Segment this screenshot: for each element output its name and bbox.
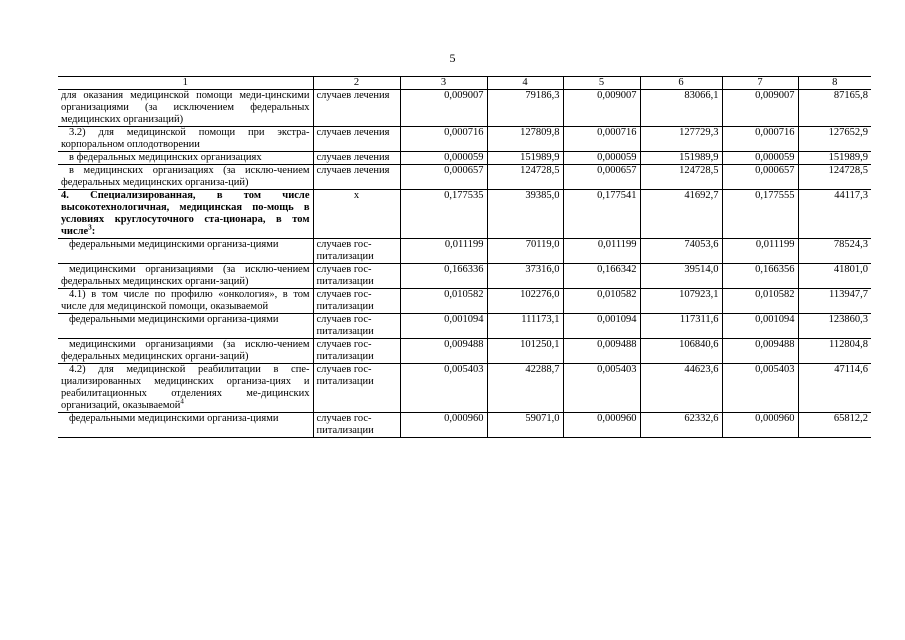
row-value-col-5: 0,009007 <box>563 90 640 127</box>
row-label <box>58 364 313 413</box>
row-value-col-3: 0,000657 <box>400 165 487 190</box>
row-unit: случаев лечения <box>313 165 400 190</box>
row-value-col-4: 39385,0 <box>487 190 563 239</box>
row-value-col-6: 39514,0 <box>640 264 722 289</box>
row-label-text: 4. Специализированная, в том числе высокотехнологичная, медицинская по-мощь в условиях круглосуточного ста-ционара, в том числе <box>61 190 310 237</box>
row-value-col-8: 123860,3 <box>798 314 871 339</box>
row-value-col-7: 0,000716 <box>722 127 798 152</box>
row-value-col-7: 0,005403 <box>722 364 798 413</box>
row-value-col-3: 0,009488 <box>400 339 487 364</box>
row-label-text: медицинскими организациями (за исклю-чением федеральных медицинских органи-заций) <box>61 264 310 287</box>
column-header-7: 7 <box>722 77 798 90</box>
row-label <box>58 314 313 339</box>
row-label <box>58 339 313 364</box>
row-label-text: в федеральных медицинских организациях <box>69 152 262 163</box>
row-unit: х <box>313 190 400 239</box>
row-value-col-3: 0,166336 <box>400 264 487 289</box>
row-value-col-5: 0,000657 <box>563 165 640 190</box>
row-value-col-5: 0,011199 <box>563 239 640 264</box>
row-value-col-7: 0,001094 <box>722 314 798 339</box>
row-label <box>58 289 313 314</box>
row-value-col-7: 0,009007 <box>722 90 798 127</box>
table-row <box>58 289 871 314</box>
row-value-col-4: 79186,3 <box>487 90 563 127</box>
footnote-mark: 4 <box>180 397 184 406</box>
row-value-col-7: 0,166356 <box>722 264 798 289</box>
data-table <box>58 76 871 438</box>
row-unit: случаев гос-питализации <box>313 239 400 264</box>
column-header-8: 8 <box>798 77 871 90</box>
row-value-col-5: 0,010582 <box>563 289 640 314</box>
row-value-col-4: 42288,7 <box>487 364 563 413</box>
column-header-2: 2 <box>313 77 400 90</box>
row-value-col-6: 41692,7 <box>640 190 722 239</box>
row-value-col-8: 112804,8 <box>798 339 871 364</box>
row-unit: случаев гос-питализации <box>313 339 400 364</box>
row-value-col-8: 124728,5 <box>798 165 871 190</box>
row-value-col-4: 70119,0 <box>487 239 563 264</box>
row-label <box>58 239 313 264</box>
row-label-text: 4.2) для медицинской реабилитации в спе-циализированных медицинских организа-циях и реабилитационных отделениях ме-дицинских организаций, оказываемой <box>61 364 310 411</box>
row-value-col-3: 0,010582 <box>400 289 487 314</box>
row-unit: случаев гос-питализации <box>313 289 400 314</box>
row-value-col-6: 127729,3 <box>640 127 722 152</box>
table-row <box>58 127 871 152</box>
row-value-col-5: 0,000059 <box>563 152 640 165</box>
row-value-col-8: 44117,3 <box>798 190 871 239</box>
row-label-text: 4.1) в том числе по профилю «онкология», в том числе для медицинской помощи, оказываемой <box>61 289 310 312</box>
row-label-text: федеральными медицинскими организа-циями <box>69 314 279 325</box>
row-value-col-7: 0,000059 <box>722 152 798 165</box>
row-unit: случаев лечения <box>313 127 400 152</box>
page-number: 5 <box>449 51 456 65</box>
row-value-col-6: 117311,6 <box>640 314 722 339</box>
row-label-text: в медицинских организациях (за исклю-чением федеральных медицинских организа-ций) <box>61 165 310 188</box>
table-row <box>58 239 871 264</box>
row-value-col-3: 0,000059 <box>400 152 487 165</box>
row-unit: случаев гос-питализации <box>313 264 400 289</box>
table-row <box>58 413 871 438</box>
table-row <box>58 152 871 165</box>
row-value-col-8: 151989,9 <box>798 152 871 165</box>
table-row <box>58 264 871 289</box>
column-header-5: 5 <box>563 77 640 90</box>
row-value-col-8: 65812,2 <box>798 413 871 438</box>
row-value-col-7: 0,010582 <box>722 289 798 314</box>
row-label <box>58 165 313 190</box>
table-row <box>58 190 871 239</box>
row-value-col-7: 0,009488 <box>722 339 798 364</box>
row-unit: случаев гос-питализации <box>313 314 400 339</box>
column-header-1: 1 <box>58 77 313 90</box>
row-value-col-6: 124728,5 <box>640 165 722 190</box>
row-label <box>58 190 313 239</box>
row-value-col-3: 0,001094 <box>400 314 487 339</box>
row-label <box>58 127 313 152</box>
table-row <box>58 165 871 190</box>
row-value-col-6: 106840,6 <box>640 339 722 364</box>
row-value-col-8: 113947,7 <box>798 289 871 314</box>
row-label-text: медицинскими организациями (за исклю-чением федеральных медицинских органи-заций) <box>61 339 310 362</box>
row-value-col-8: 87165,8 <box>798 90 871 127</box>
row-value-col-4: 124728,5 <box>487 165 563 190</box>
footnote-mark: 3 <box>88 223 92 232</box>
row-value-col-6: 74053,6 <box>640 239 722 264</box>
table-row <box>58 90 871 127</box>
table-row <box>58 314 871 339</box>
row-unit: случаев лечения <box>313 152 400 165</box>
table-body <box>58 90 871 438</box>
column-header-6: 6 <box>640 77 722 90</box>
row-value-col-3: 0,000960 <box>400 413 487 438</box>
row-value-col-7: 0,000657 <box>722 165 798 190</box>
row-value-col-5: 0,000716 <box>563 127 640 152</box>
row-value-col-6: 83066,1 <box>640 90 722 127</box>
row-value-col-3: 0,005403 <box>400 364 487 413</box>
row-value-col-8: 127652,9 <box>798 127 871 152</box>
table-row <box>58 339 871 364</box>
row-unit: случаев гос-питализации <box>313 413 400 438</box>
row-value-col-4: 102276,0 <box>487 289 563 314</box>
row-value-col-4: 111173,1 <box>487 314 563 339</box>
row-value-col-7: 0,000960 <box>722 413 798 438</box>
row-value-col-3: 0,177535 <box>400 190 487 239</box>
row-value-col-5: 0,009488 <box>563 339 640 364</box>
row-value-col-4: 37316,0 <box>487 264 563 289</box>
row-label-text: для оказания медицинской помощи меди-цинскими организациями (за исключением федеральных медицинских организаций) <box>61 90 310 125</box>
row-value-col-7: 0,011199 <box>722 239 798 264</box>
row-label-text: 3.2) для медицинской помощи при экстра-корпоральном оплодотворении <box>61 127 310 150</box>
row-value-col-6: 62332,6 <box>640 413 722 438</box>
table-row <box>58 364 871 413</box>
row-label-text: федеральными медицинскими организа-циями <box>69 239 279 250</box>
row-value-col-4: 151989,9 <box>487 152 563 165</box>
row-value-col-4: 59071,0 <box>487 413 563 438</box>
column-header-3: 3 <box>400 77 487 90</box>
row-label <box>58 264 313 289</box>
row-value-col-5: 0,001094 <box>563 314 640 339</box>
row-value-col-8: 47114,6 <box>798 364 871 413</box>
row-label-text: федеральными медицинскими организа-циями <box>69 413 279 424</box>
row-value-col-5: 0,166342 <box>563 264 640 289</box>
row-value-col-5: 0,005403 <box>563 364 640 413</box>
row-unit: случаев гос-питализации <box>313 364 400 413</box>
row-value-col-5: 0,000960 <box>563 413 640 438</box>
row-value-col-3: 0,009007 <box>400 90 487 127</box>
row-value-col-8: 78524,3 <box>798 239 871 264</box>
row-label <box>58 413 313 438</box>
row-label-tail: : <box>91 226 96 237</box>
row-value-col-7: 0,177555 <box>722 190 798 239</box>
row-unit: случаев лечения <box>313 90 400 127</box>
column-header-4: 4 <box>487 77 563 90</box>
row-value-col-4: 127809,8 <box>487 127 563 152</box>
row-value-col-8: 41801,0 <box>798 264 871 289</box>
row-value-col-6: 151989,9 <box>640 152 722 165</box>
row-value-col-3: 0,000716 <box>400 127 487 152</box>
row-value-col-3: 0,011199 <box>400 239 487 264</box>
row-value-col-6: 44623,6 <box>640 364 722 413</box>
row-value-col-4: 101250,1 <box>487 339 563 364</box>
row-value-col-6: 107923,1 <box>640 289 722 314</box>
row-label <box>58 152 313 165</box>
header-row <box>58 77 871 90</box>
row-label <box>58 90 313 127</box>
row-value-col-5: 0,177541 <box>563 190 640 239</box>
